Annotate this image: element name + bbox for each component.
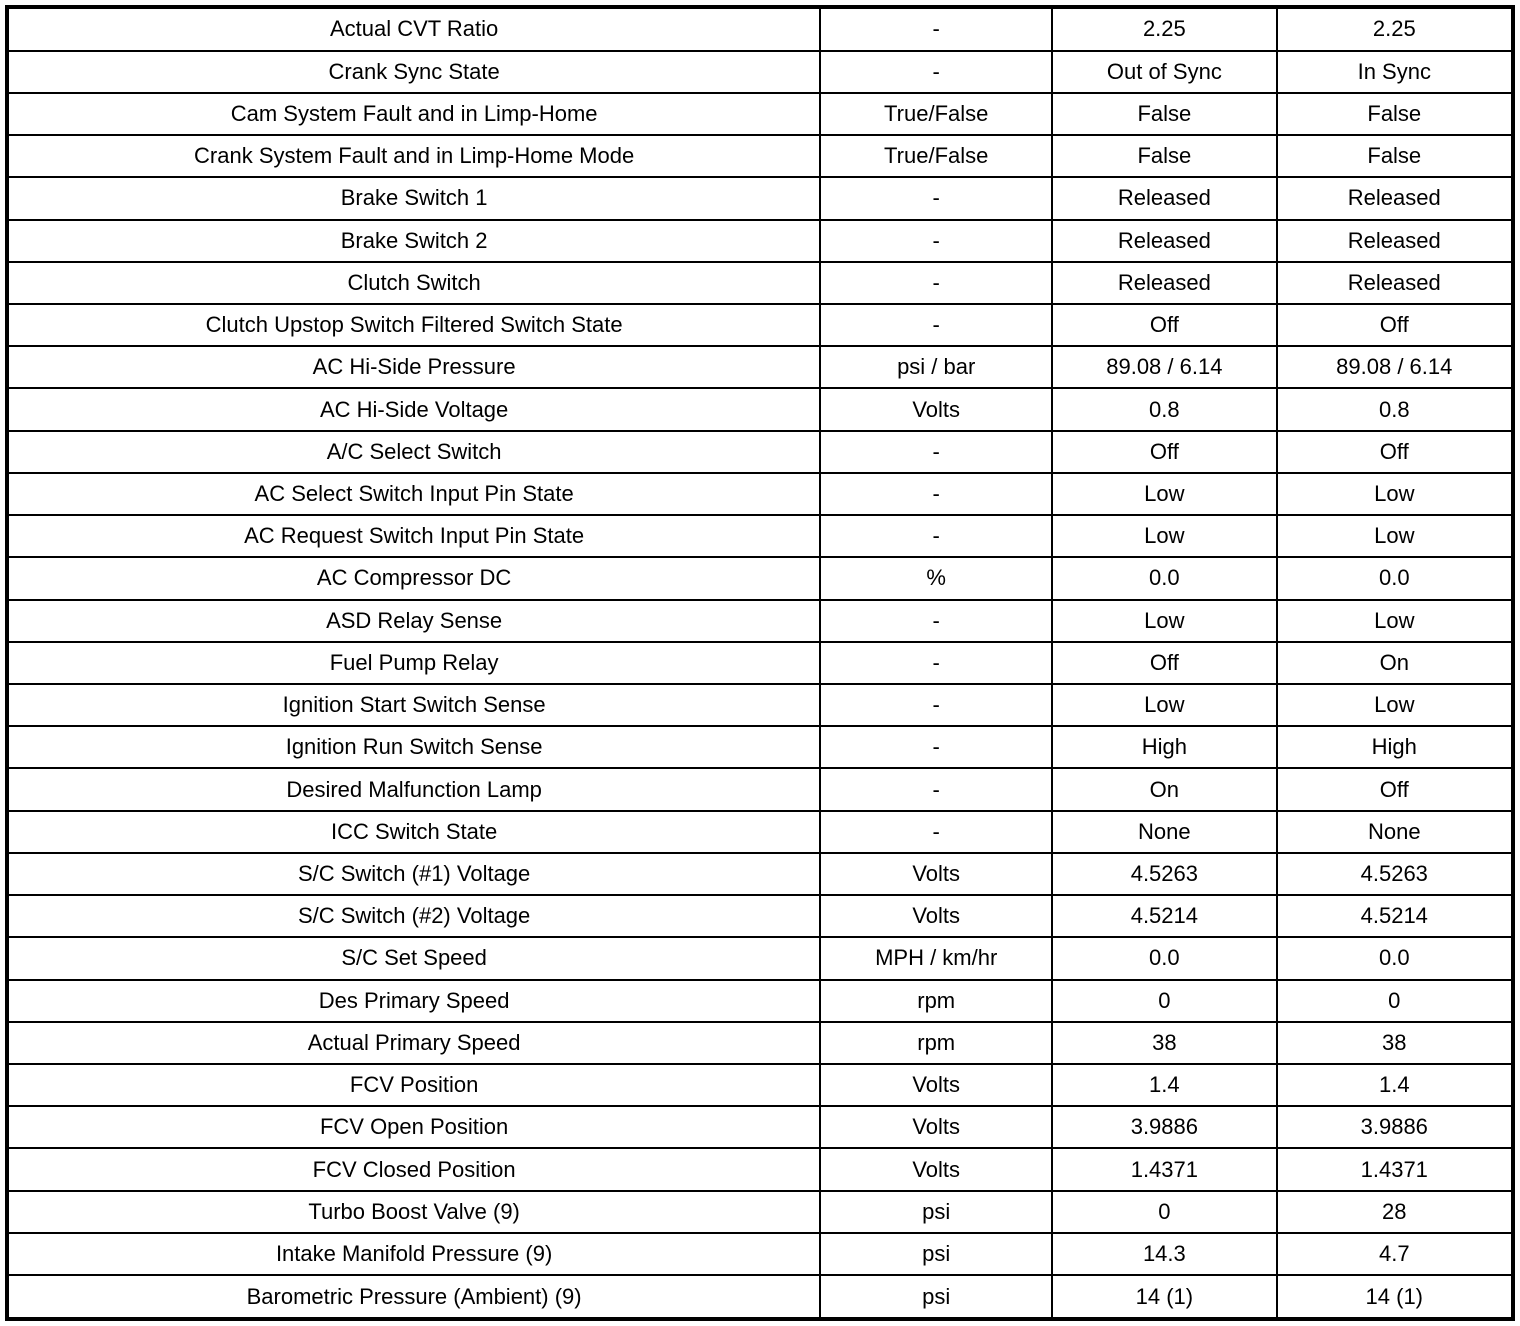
value-2-cell: 4.7 [1277, 1233, 1513, 1275]
value-2-cell: Released [1277, 220, 1513, 262]
value-2-cell: In Sync [1277, 51, 1513, 93]
value-2-cell: 3.9886 [1277, 1106, 1513, 1148]
value-2-cell: 0.0 [1277, 937, 1513, 979]
parameter-cell: AC Hi-Side Pressure [7, 346, 820, 388]
value-2-cell: Released [1277, 262, 1513, 304]
parameter-cell: Ignition Start Switch Sense [7, 684, 820, 726]
table-row [7, 473, 1513, 515]
value-1-cell: Released [1052, 220, 1276, 262]
parameter-cell: Intake Manifold Pressure (9) [7, 1233, 820, 1275]
parameter-cell: Cam System Fault and in Limp-Home [7, 93, 820, 135]
units-cell: - [820, 177, 1052, 219]
units-cell: - [820, 51, 1052, 93]
parameter-cell: Turbo Boost Valve (9) [7, 1191, 820, 1233]
units-cell: Volts [820, 853, 1052, 895]
parameter-cell: Barometric Pressure (Ambient) (9) [7, 1275, 820, 1319]
value-2-cell: 28 [1277, 1191, 1513, 1233]
table-row [7, 684, 1513, 726]
table-row [7, 1106, 1513, 1148]
value-1-cell: 14 (1) [1052, 1275, 1276, 1319]
units-cell: psi [820, 1191, 1052, 1233]
value-1-cell: 0 [1052, 1191, 1276, 1233]
value-2-cell: Low [1277, 684, 1513, 726]
parameter-cell: A/C Select Switch [7, 431, 820, 473]
value-2-cell: 0.0 [1277, 557, 1513, 599]
value-1-cell: Low [1052, 600, 1276, 642]
value-1-cell: 38 [1052, 1022, 1276, 1064]
units-cell: True/False [820, 93, 1052, 135]
value-1-cell: High [1052, 726, 1276, 768]
table-row [7, 431, 1513, 473]
parameter-cell: AC Compressor DC [7, 557, 820, 599]
units-cell: psi [820, 1275, 1052, 1319]
units-cell: - [820, 684, 1052, 726]
parameter-cell: FCV Position [7, 1064, 820, 1106]
units-cell: psi [820, 1233, 1052, 1275]
units-cell: Volts [820, 388, 1052, 430]
value-2-cell: 1.4 [1277, 1064, 1513, 1106]
value-1-cell: Released [1052, 262, 1276, 304]
value-2-cell: 0.8 [1277, 388, 1513, 430]
units-cell: - [820, 600, 1052, 642]
table-row [7, 515, 1513, 557]
units-cell: - [820, 642, 1052, 684]
value-1-cell: 0.0 [1052, 557, 1276, 599]
value-2-cell: Off [1277, 768, 1513, 810]
units-cell: - [820, 304, 1052, 346]
units-cell: - [820, 473, 1052, 515]
value-2-cell: Low [1277, 515, 1513, 557]
parameter-cell: Actual Primary Speed [7, 1022, 820, 1064]
units-cell: Volts [820, 1106, 1052, 1148]
table-row [7, 811, 1513, 853]
value-1-cell: False [1052, 135, 1276, 177]
units-cell: - [820, 220, 1052, 262]
parameter-cell: Des Primary Speed [7, 980, 820, 1022]
units-cell: - [820, 811, 1052, 853]
units-cell: Volts [820, 1148, 1052, 1190]
table-row [7, 388, 1513, 430]
value-1-cell: Out of Sync [1052, 51, 1276, 93]
table-row [7, 220, 1513, 262]
parameter-cell: Ignition Run Switch Sense [7, 726, 820, 768]
value-1-cell: Off [1052, 642, 1276, 684]
value-2-cell: High [1277, 726, 1513, 768]
table-row [7, 768, 1513, 810]
table-row [7, 937, 1513, 979]
parameter-cell: S/C Switch (#1) Voltage [7, 853, 820, 895]
parameter-cell: Clutch Upstop Switch Filtered Switch State [7, 304, 820, 346]
value-2-cell: False [1277, 135, 1513, 177]
value-1-cell: Low [1052, 515, 1276, 557]
units-cell: - [820, 262, 1052, 304]
parameter-cell: Fuel Pump Relay [7, 642, 820, 684]
value-1-cell: Low [1052, 684, 1276, 726]
value-2-cell: Low [1277, 600, 1513, 642]
parameter-cell: S/C Switch (#2) Voltage [7, 895, 820, 937]
table-row [7, 262, 1513, 304]
units-cell: - [820, 768, 1052, 810]
value-2-cell: None [1277, 811, 1513, 853]
value-2-cell: 38 [1277, 1022, 1513, 1064]
value-1-cell: 2.25 [1052, 7, 1276, 51]
table-row [7, 177, 1513, 219]
value-2-cell: 89.08 / 6.14 [1277, 346, 1513, 388]
value-1-cell: 89.08 / 6.14 [1052, 346, 1276, 388]
value-1-cell: False [1052, 93, 1276, 135]
value-1-cell: Released [1052, 177, 1276, 219]
value-1-cell: 0.0 [1052, 937, 1276, 979]
value-1-cell: 0.8 [1052, 388, 1276, 430]
value-1-cell: 3.9886 [1052, 1106, 1276, 1148]
units-cell: MPH / km/hr [820, 937, 1052, 979]
parameter-cell: Brake Switch 2 [7, 220, 820, 262]
units-cell: - [820, 431, 1052, 473]
units-cell: - [820, 515, 1052, 557]
table-row [7, 726, 1513, 768]
parameter-cell: FCV Closed Position [7, 1148, 820, 1190]
table-row [7, 51, 1513, 93]
parameter-cell: ICC Switch State [7, 811, 820, 853]
units-cell: psi / bar [820, 346, 1052, 388]
table-row [7, 1022, 1513, 1064]
value-2-cell: 2.25 [1277, 7, 1513, 51]
value-1-cell: 4.5263 [1052, 853, 1276, 895]
units-cell: Volts [820, 895, 1052, 937]
value-1-cell: Off [1052, 304, 1276, 346]
value-2-cell: Off [1277, 304, 1513, 346]
diagnostic-data-table [5, 5, 1515, 1321]
table-row [7, 1233, 1513, 1275]
units-cell: rpm [820, 1022, 1052, 1064]
parameter-cell: FCV Open Position [7, 1106, 820, 1148]
value-2-cell: 14 (1) [1277, 1275, 1513, 1319]
value-2-cell: On [1277, 642, 1513, 684]
value-1-cell: Off [1052, 431, 1276, 473]
units-cell: - [820, 726, 1052, 768]
table-row [7, 853, 1513, 895]
table-row [7, 7, 1513, 51]
parameter-cell: ASD Relay Sense [7, 600, 820, 642]
table-row [7, 346, 1513, 388]
units-cell: rpm [820, 980, 1052, 1022]
value-1-cell: None [1052, 811, 1276, 853]
value-1-cell: 1.4371 [1052, 1148, 1276, 1190]
parameter-cell: AC Select Switch Input Pin State [7, 473, 820, 515]
units-cell: True/False [820, 135, 1052, 177]
table-row [7, 304, 1513, 346]
parameter-cell: Clutch Switch [7, 262, 820, 304]
value-1-cell: 0 [1052, 980, 1276, 1022]
value-2-cell: Released [1277, 177, 1513, 219]
table-row [7, 135, 1513, 177]
value-2-cell: 1.4371 [1277, 1148, 1513, 1190]
table-row [7, 600, 1513, 642]
table-row [7, 1275, 1513, 1319]
units-cell: - [820, 7, 1052, 51]
table-body [7, 7, 1513, 1319]
table-row [7, 642, 1513, 684]
parameter-cell: Actual CVT Ratio [7, 7, 820, 51]
table-row [7, 980, 1513, 1022]
table-row [7, 1148, 1513, 1190]
table-row [7, 557, 1513, 599]
value-2-cell: 4.5263 [1277, 853, 1513, 895]
parameter-cell: Crank Sync State [7, 51, 820, 93]
parameter-cell: AC Hi-Side Voltage [7, 388, 820, 430]
value-2-cell: 4.5214 [1277, 895, 1513, 937]
value-2-cell: Low [1277, 473, 1513, 515]
parameter-cell: Crank System Fault and in Limp-Home Mode [7, 135, 820, 177]
value-1-cell: 14.3 [1052, 1233, 1276, 1275]
value-2-cell: Off [1277, 431, 1513, 473]
value-2-cell: False [1277, 93, 1513, 135]
parameter-cell: S/C Set Speed [7, 937, 820, 979]
value-2-cell: 0 [1277, 980, 1513, 1022]
value-1-cell: 1.4 [1052, 1064, 1276, 1106]
parameter-cell: AC Request Switch Input Pin State [7, 515, 820, 557]
value-1-cell: 4.5214 [1052, 895, 1276, 937]
units-cell: Volts [820, 1064, 1052, 1106]
table-row [7, 895, 1513, 937]
value-1-cell: On [1052, 768, 1276, 810]
parameter-cell: Brake Switch 1 [7, 177, 820, 219]
value-1-cell: Low [1052, 473, 1276, 515]
table-row [7, 1064, 1513, 1106]
table-row [7, 93, 1513, 135]
table-row [7, 1191, 1513, 1233]
units-cell: % [820, 557, 1052, 599]
parameter-cell: Desired Malfunction Lamp [7, 768, 820, 810]
